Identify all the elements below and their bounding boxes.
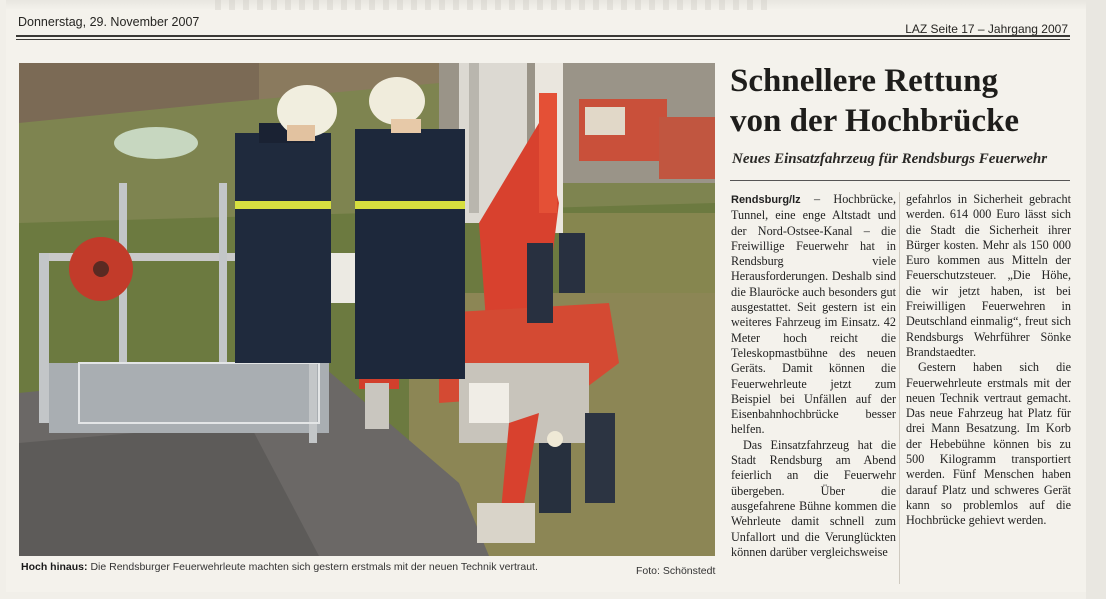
col1-p1-text: – Hochbrücke, Tunnel, eine enge Altstadt und der Nord-Ostsee-Kanal – die Freiwillige Feuerwehr hat in Rendsburg viele Herausforderungen. Deshalb sind die Blauröcke auch besonders gut ausgestattet. Seit gestern ist ein weiteres Fahrzeug im Einsatz. 42 Meter hoch reicht die Teleskopmastbühne des neuen Geräts. Damit können die Feuerwehrleute jetzt zum Beispiel bei Unfällen auf der Eisenbahnhochbrücke besser helfen. [731,192,896,437]
article-subheadline: Neues Einsatzfahrzeug für Rendsburgs Feuerwehr [732,151,1048,167]
photo-caption [21,561,721,573]
article-photo [19,63,715,556]
column-2-paragraph-1: gefahrlos in Sicherheit gebracht werden. 614 000 Euro lässt sich die Stadt die Sicherheit ihrer Bürger kosten. Mehr als 150 000 Euro kommen aus Mitteln der Feuerschutzsteuer. „Die Höhe, die wir jetzt haben, ist bei Freiwilligen Feuerwehren in Deutschland einmalig“, freut sich Rendsburgs Wehrführer Sönke Brandstaedter. [906,192,1071,359]
page-info: LAZ Seite 17 – Jahrgang 2007 [905,22,1068,36]
issue-date: Donnerstag, 29. November 2007 [18,15,200,29]
headline-line-1: Schnellere Rettung [730,63,998,99]
header-rule-thin [16,39,1070,40]
headline-rule [730,180,1070,181]
bleed-through-text [215,0,775,10]
caption-lead: Hoch hinaus: [21,561,88,573]
article-column-2 [906,192,1071,529]
column-divider [899,192,900,584]
caption-text: Die Rendsburger Feuerwehrleute machten sich gestern erstmals mit der neuen Technik vertraut. [90,561,538,573]
article-column-1 [731,192,896,560]
headline-line-2: von der Hochbrücke [730,103,1020,139]
column-1-paragraph-2: Das Einsatzfahrzeug hat die Stadt Rendsburg am Abend feierlich an die Feuerwehr übergeben. Über die ausgefahrene Bühne kommen die Wehrleute damit schnell zum Unfallort und die Verunglückten können darüber vergleichsweise [731,437,896,559]
page-edge [1086,0,1106,599]
column-2-paragraph-2: Gestern haben sich die Feuerwehrleute erstmals mit der neuen Technik vertraut gemacht. Das neue Fahrzeug hat Platz für drei Mann Besatzung. Im Korb der Hebebühne können bis zu 500 Kilogramm transportiert werden. Fünf Menschen haben darauf Platz und schweres Gerät kann so problemlos auf die Hochbrücke gehievt werden. [906,360,1071,528]
article-headline [730,61,1080,141]
column-1-paragraph-1 [731,192,896,438]
header-rule [16,35,1070,37]
photo-credit: Foto: Schönstedt [636,565,716,577]
dateline: Rendsburg/lz [731,194,801,206]
